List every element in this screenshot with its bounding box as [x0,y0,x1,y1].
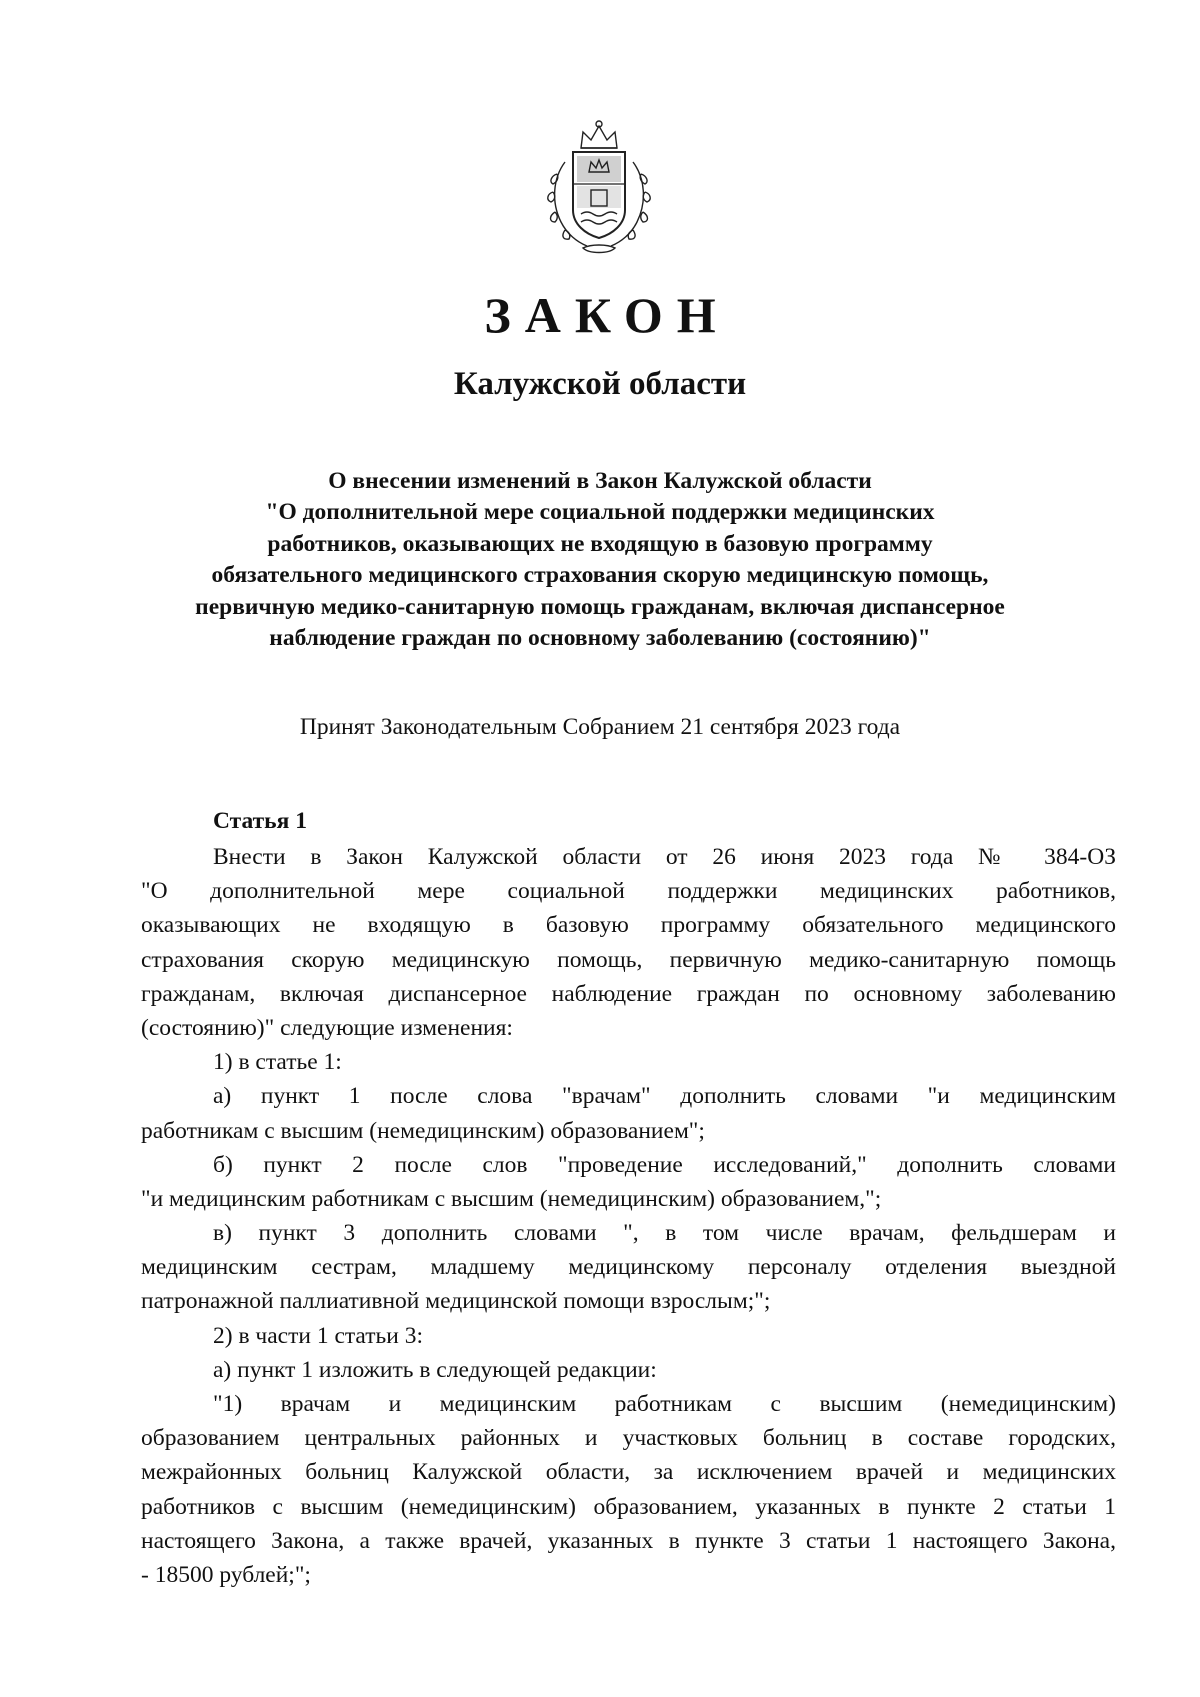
law-heading-line: наблюдение граждан по основному заболеванию (состоянию)" [269,625,931,652]
body-line: "О дополнительной мере социальной поддержки медицинских работников, [141,878,1116,905]
body-line: патронажной паллиативной медицинской помощи взрослым;"; [141,1288,771,1315]
body-line: оказывающих не входящую в базовую программу обязательного медицинского [141,912,1116,939]
body-line: медицинским сестрам, младшему медицинскому персоналу отделения выездной [141,1254,1116,1281]
body-line: (состоянию)" следующие изменения: [141,1014,513,1041]
adoption-note: Принят Законодательным Собранием 21 сентября 2023 года [299,714,901,740]
body-line: настоящего Закона, а также врачей, указанных в пункте 3 статьи 1 настоящего Закона, [141,1527,1116,1554]
body-line: "и медицинским работникам с высшим (немедицинским) образованием,"; [141,1185,882,1212]
law-heading-line: О внесении изменений в Закон Калужской области [328,468,872,494]
document-subtitle: Калужской области [453,366,747,402]
document-title: ЗАКОН [484,287,730,343]
body-line: "1) врачам и медицинским работникам с высшим (немедицинским) [213,1391,1116,1417]
body-line: а) пункт 1 после слова "врачам" дополнить словами "и медицинским [213,1083,1116,1110]
body-line: Внести в Закон Калужской области от 26 июня 2023 года № 384-ОЗ [213,844,1116,870]
law-heading-line: работников, оказывающих не входящую в базовую программу [267,530,933,557]
body-line: образованием центральных районных и участковых больниц в составе городских, [141,1425,1116,1452]
law-heading-line: обязательного медицинского страхования скорую медицинскую помощь, [211,562,989,589]
body-line: работникам с высшим (немедицинским) образованием"; [141,1117,705,1144]
body-line: страхования скорую медицинскую помощь, первичную медико-санитарную помощь [141,946,1116,973]
body-line: 1) в статье 1: [213,1049,342,1076]
body-line: работников с высшим (немедицинским) образованием, указанных в пункте 2 статьи 1 [141,1493,1116,1520]
law-heading [140,466,1060,654]
body-line: гражданам, включая диспансерное наблюдение граждан по основному заболеванию [141,980,1116,1007]
article-body [141,840,1116,1592]
body-line: а) пункт 1 изложить в следующей редакции: [213,1356,657,1383]
law-heading-line: "О дополнительной мере социальной поддержки медицинских [265,499,935,526]
body-line: б) пункт 2 после слов "проведение исследований," дополнить словами [213,1151,1116,1178]
article-title: Статья 1 [213,808,307,834]
body-line: межрайонных больниц Калужской области, за исключением врачей и медицинских [141,1459,1116,1486]
body-line: 2) в части 1 статьи 3: [213,1322,423,1349]
coat-of-arms-emblem [543,118,655,258]
law-heading-line: первичную медико-санитарную помощь гражданам, включая диспансерное [195,593,1005,620]
body-line: в) пункт 3 дополнить словами ", в том числе врачам, фельдшерам и [213,1220,1116,1247]
body-line: - 18500 рублей;"; [141,1561,311,1588]
